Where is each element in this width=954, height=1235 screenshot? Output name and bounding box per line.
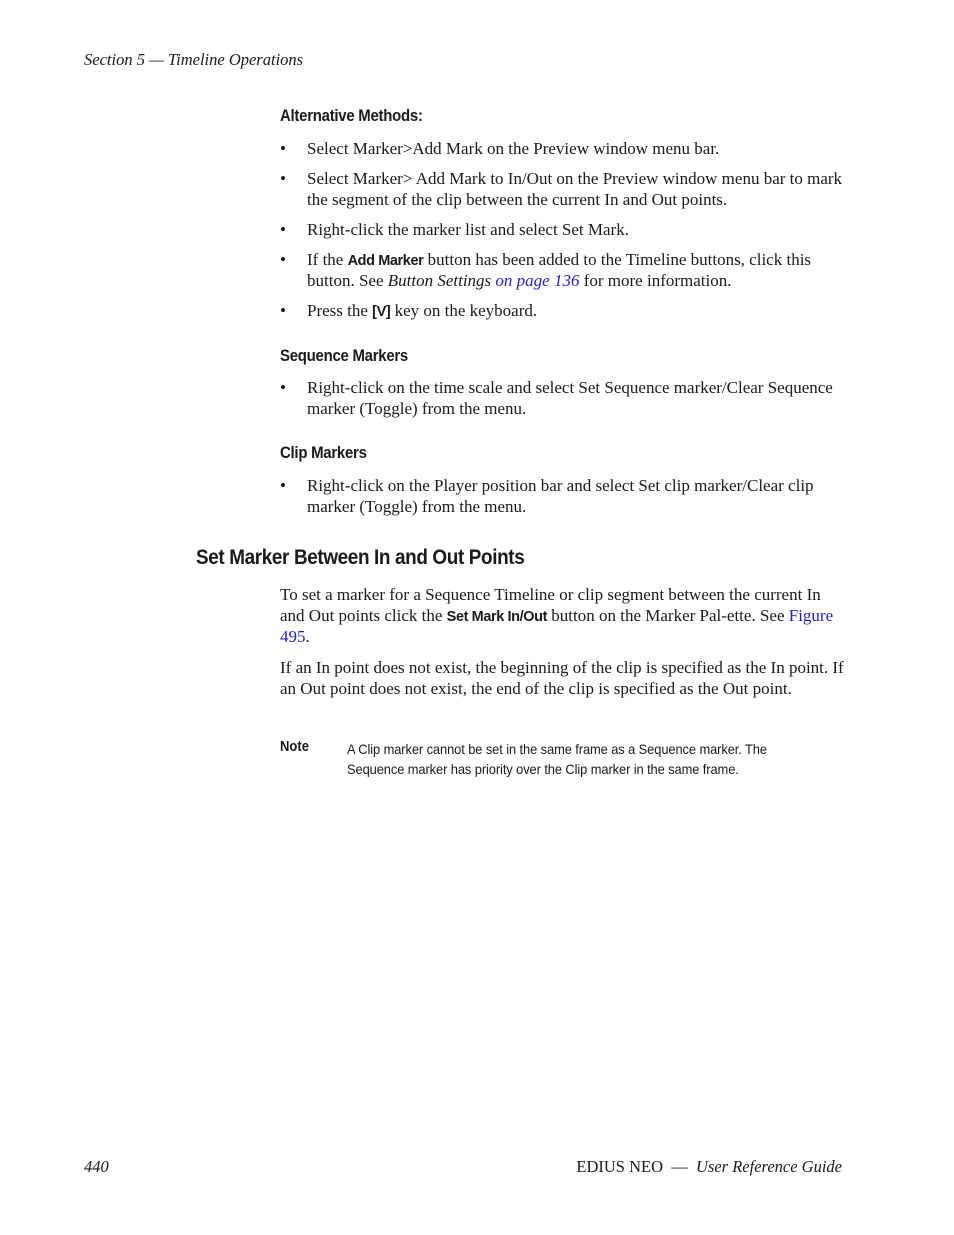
bullet-text-part: key on the keyboard.	[390, 301, 538, 320]
page-136-link[interactable]: on page 136	[495, 271, 580, 290]
clip-markers-heading: Clip Markers	[280, 443, 367, 462]
list-item	[280, 301, 845, 323]
list-item	[280, 250, 845, 292]
running-header: Section 5 — Timeline Operations	[84, 50, 304, 69]
list-item	[280, 476, 845, 517]
bullet-glyph: •	[280, 169, 286, 188]
keyboard-key-v: [V]	[372, 304, 391, 320]
ui-label-set-mark-in-out: Set Mark In/Out	[446, 608, 548, 625]
sequence-markers-heading: Sequence Markers	[280, 346, 408, 365]
bullet-text-part: button has been added to the Timeline buttons, click this button. See	[307, 249, 812, 290]
footer-title	[576, 1157, 842, 1177]
figure-495-link[interactable]: Figure 495	[280, 605, 834, 646]
bullet-glyph: •	[280, 219, 286, 239]
bullet-text: Right-click on the time scale and select Set Sequence marker/Clear Sequence marker (Toggle) from the menu.	[307, 378, 833, 418]
paragraph-set-mark	[280, 585, 845, 648]
clip-markers-list	[280, 476, 845, 527]
paragraph-in-out-points: If an In point does not exist, the beginning of the clip is specified as the In point. If an Out point does not exist, the end of the clip is specified as the Out point.	[280, 658, 844, 698]
bullet-text-part: Press the	[307, 301, 373, 320]
footer-separator: —	[671, 1157, 688, 1176]
note-text: A Clip marker cannot be set in the same frame as a Sequence marker. The Sequence marker has priority over the Clip marker in the same frame.	[347, 741, 767, 777]
paragraph-text-part: button on the Marker Pal-ette. See	[547, 605, 789, 625]
footer-guide: User Reference Guide	[696, 1157, 842, 1176]
list-item	[280, 139, 845, 160]
bullet-text: Select Marker>Add Mark on the Preview window menu bar.	[307, 139, 720, 158]
list-item	[280, 378, 845, 419]
bullet-text-part: for more information.	[579, 271, 732, 290]
bullet-glyph: •	[280, 301, 286, 320]
bullet-glyph: •	[280, 476, 286, 495]
paragraph-text-part: To set a marker for a Sequence Timeline or clip segment between the current In and Out points click the	[280, 585, 821, 625]
sequence-markers-list	[280, 378, 845, 429]
ui-label-add-marker: Add Marker	[347, 252, 424, 269]
bullet-text-part: If the	[307, 249, 348, 269]
list-item	[280, 169, 845, 210]
page-number: 440	[84, 1157, 109, 1176]
bullet-glyph: •	[280, 139, 286, 158]
bullet-text: Right-click the marker list and select Set Mark.	[307, 219, 629, 239]
bullet-text: Select Marker> Add Mark to In/Out on the Preview window menu bar to mark the segment of the clip between the current In and Out points.	[307, 169, 843, 209]
bullet-glyph: •	[280, 249, 286, 269]
paragraph-text-part: .	[305, 627, 310, 646]
section-heading: Set Marker Between In and Out Points	[196, 546, 525, 569]
list-item	[280, 220, 845, 241]
note-label: Note	[280, 739, 310, 755]
alternative-methods-heading: Alternative Methods:	[280, 106, 423, 125]
bullet-glyph: •	[280, 378, 286, 397]
cross-reference-title: Button Settings	[387, 271, 492, 290]
bullet-text: Right-click on the Player position bar and select Set clip marker/Clear clip marker (Toggle) from the menu.	[307, 476, 814, 516]
alternative-methods-list	[280, 139, 845, 332]
footer-product: EDIUS NEO	[576, 1157, 663, 1176]
